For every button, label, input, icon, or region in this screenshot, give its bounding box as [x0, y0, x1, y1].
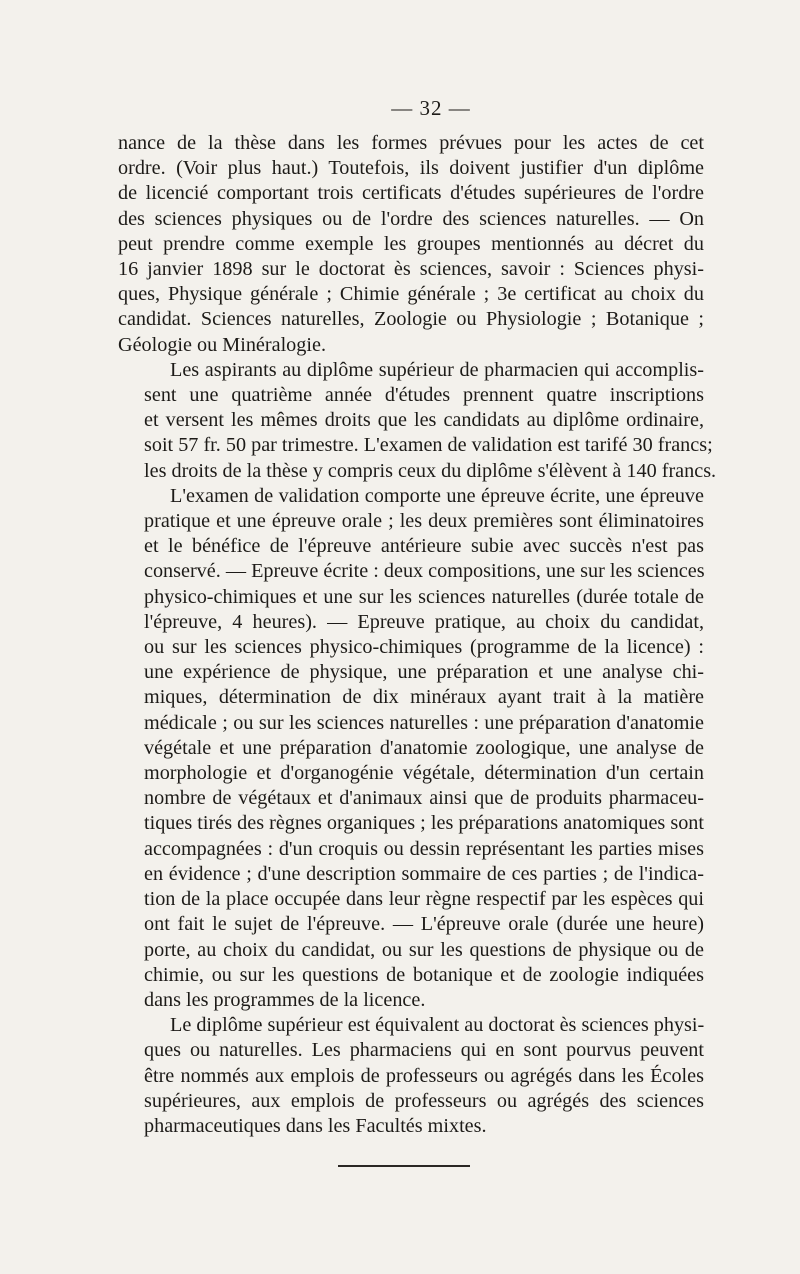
- paragraph: [118, 131, 704, 358]
- text-line: morphologie et d'organogénie végétale, détermination d'un certain: [144, 762, 704, 785]
- text-line: pharmaceutiques dans les Facultés mixtes.: [144, 1114, 487, 1137]
- text-line: supérieures, aux emplois de professeurs ou agrégés des sciences: [144, 1089, 704, 1112]
- paragraph: [118, 1013, 704, 1139]
- text-line: et versent les mêmes droits que les candidats au diplôme ordinaire,: [144, 409, 704, 432]
- text-line: tiques tirés des règnes organiques ; les préparations anatomiques sont: [144, 812, 704, 835]
- text-line: en évidence ; d'une description sommaire de ces parties ; de l'indica-: [144, 862, 704, 885]
- paragraph: [118, 484, 704, 1013]
- closing-rule: [338, 1165, 470, 1167]
- text-line: ou sur les sciences physico-chimiques (programme de la licence) :: [144, 636, 704, 659]
- body-text: [118, 131, 717, 1139]
- text-line: et le bénéfice de l'épreuve antérieure subie avec succès n'est pas: [144, 535, 704, 558]
- text-line: conservé. — Epreuve écrite : deux compositions, une sur les sciences: [144, 560, 705, 583]
- text-line: 16 janvier 1898 sur le doctorat ès sciences, savoir : Sciences physi-: [118, 258, 704, 281]
- text-line: l'épreuve, 4 heures). — Epreuve pratique, au choix du candidat,: [144, 610, 704, 633]
- text-line: de licencié comportant trois certificats d'études supérieures de l'ordre: [118, 182, 704, 205]
- text-line: des sciences physiques ou de l'ordre des sciences naturelles. — On: [118, 207, 704, 230]
- text-line: dans les programmes de la licence.: [144, 988, 426, 1011]
- text-line: sent une quatrième année d'études prennent quatre inscriptions: [144, 384, 704, 407]
- text-line: Les aspirants au diplôme supérieur de pharmacien qui accomplis-: [170, 358, 704, 381]
- text-line: peut prendre comme exemple les groupes mentionnés au décret du: [118, 232, 704, 255]
- text-line: L'examen de validation comporte une épreuve écrite, une épreuve: [170, 484, 704, 507]
- text-line: candidat. Sciences naturelles, Zoologie ou Physiologie ; Botanique ;: [118, 308, 704, 331]
- text-line: ordre. (Voir plus haut.) Toutefois, ils doivent justifier d'un diplôme: [118, 157, 704, 180]
- text-line: médicale ; ou sur les sciences naturelles : une préparation d'anatomie: [144, 711, 704, 734]
- text-line: être nommés aux emplois de professeurs ou agrégés dans les Écoles: [144, 1064, 704, 1087]
- text-line: Le diplôme supérieur est équivalent au doctorat ès sciences physi-: [170, 1014, 705, 1037]
- text-line: Géologie ou Minéralogie.: [118, 333, 326, 356]
- text-line: les droits de la thèse y compris ceux du diplôme s'élèvent à 140 francs.: [144, 459, 717, 482]
- text-line: miques, détermination de dix minéraux ayant trait à la matière: [144, 686, 704, 709]
- text-line: accompagnées : d'un croquis ou dessin représentant les parties mises: [144, 837, 704, 860]
- text-line: nance de la thèse dans les formes prévues pour les actes de cet: [118, 132, 704, 154]
- text-line: ques, Physique générale ; Chimie générale ; 3e certificat au choix du: [118, 283, 704, 306]
- text-line: une expérience de physique, une préparation et une analyse chi-: [144, 661, 704, 684]
- text-line: ont fait le sujet de l'épreuve. — L'épreuve orale (durée une heure): [144, 913, 704, 936]
- text-line: tion de la place occupée dans leur règne respectif par les espèces qui: [144, 888, 704, 911]
- page-number: — 32 —: [391, 96, 471, 120]
- paragraph: [118, 358, 717, 484]
- text-line: pratique et une épreuve orale ; les deux premières sont éliminatoires: [144, 510, 704, 533]
- text-line: physico-chimiques et une sur les sciences naturelles (durée totale de: [144, 585, 704, 608]
- text-line: nombre de végétaux et d'animaux ainsi que de produits pharmaceu-: [144, 787, 704, 810]
- text-line: végétale et une préparation d'anatomie zoologique, une analyse de: [144, 736, 704, 759]
- text-line: ques ou naturelles. Les pharmaciens qui en sont pourvus peuvent: [144, 1039, 704, 1062]
- text-line: soit 57 fr. 50 par trimestre. L'examen de validation est tarifé 30 francs;: [144, 434, 713, 457]
- text-line: chimie, ou sur les questions de botanique et de zoologie indiquées: [144, 963, 704, 986]
- text-line: porte, au choix du candidat, ou sur les questions de physique ou de: [144, 938, 704, 961]
